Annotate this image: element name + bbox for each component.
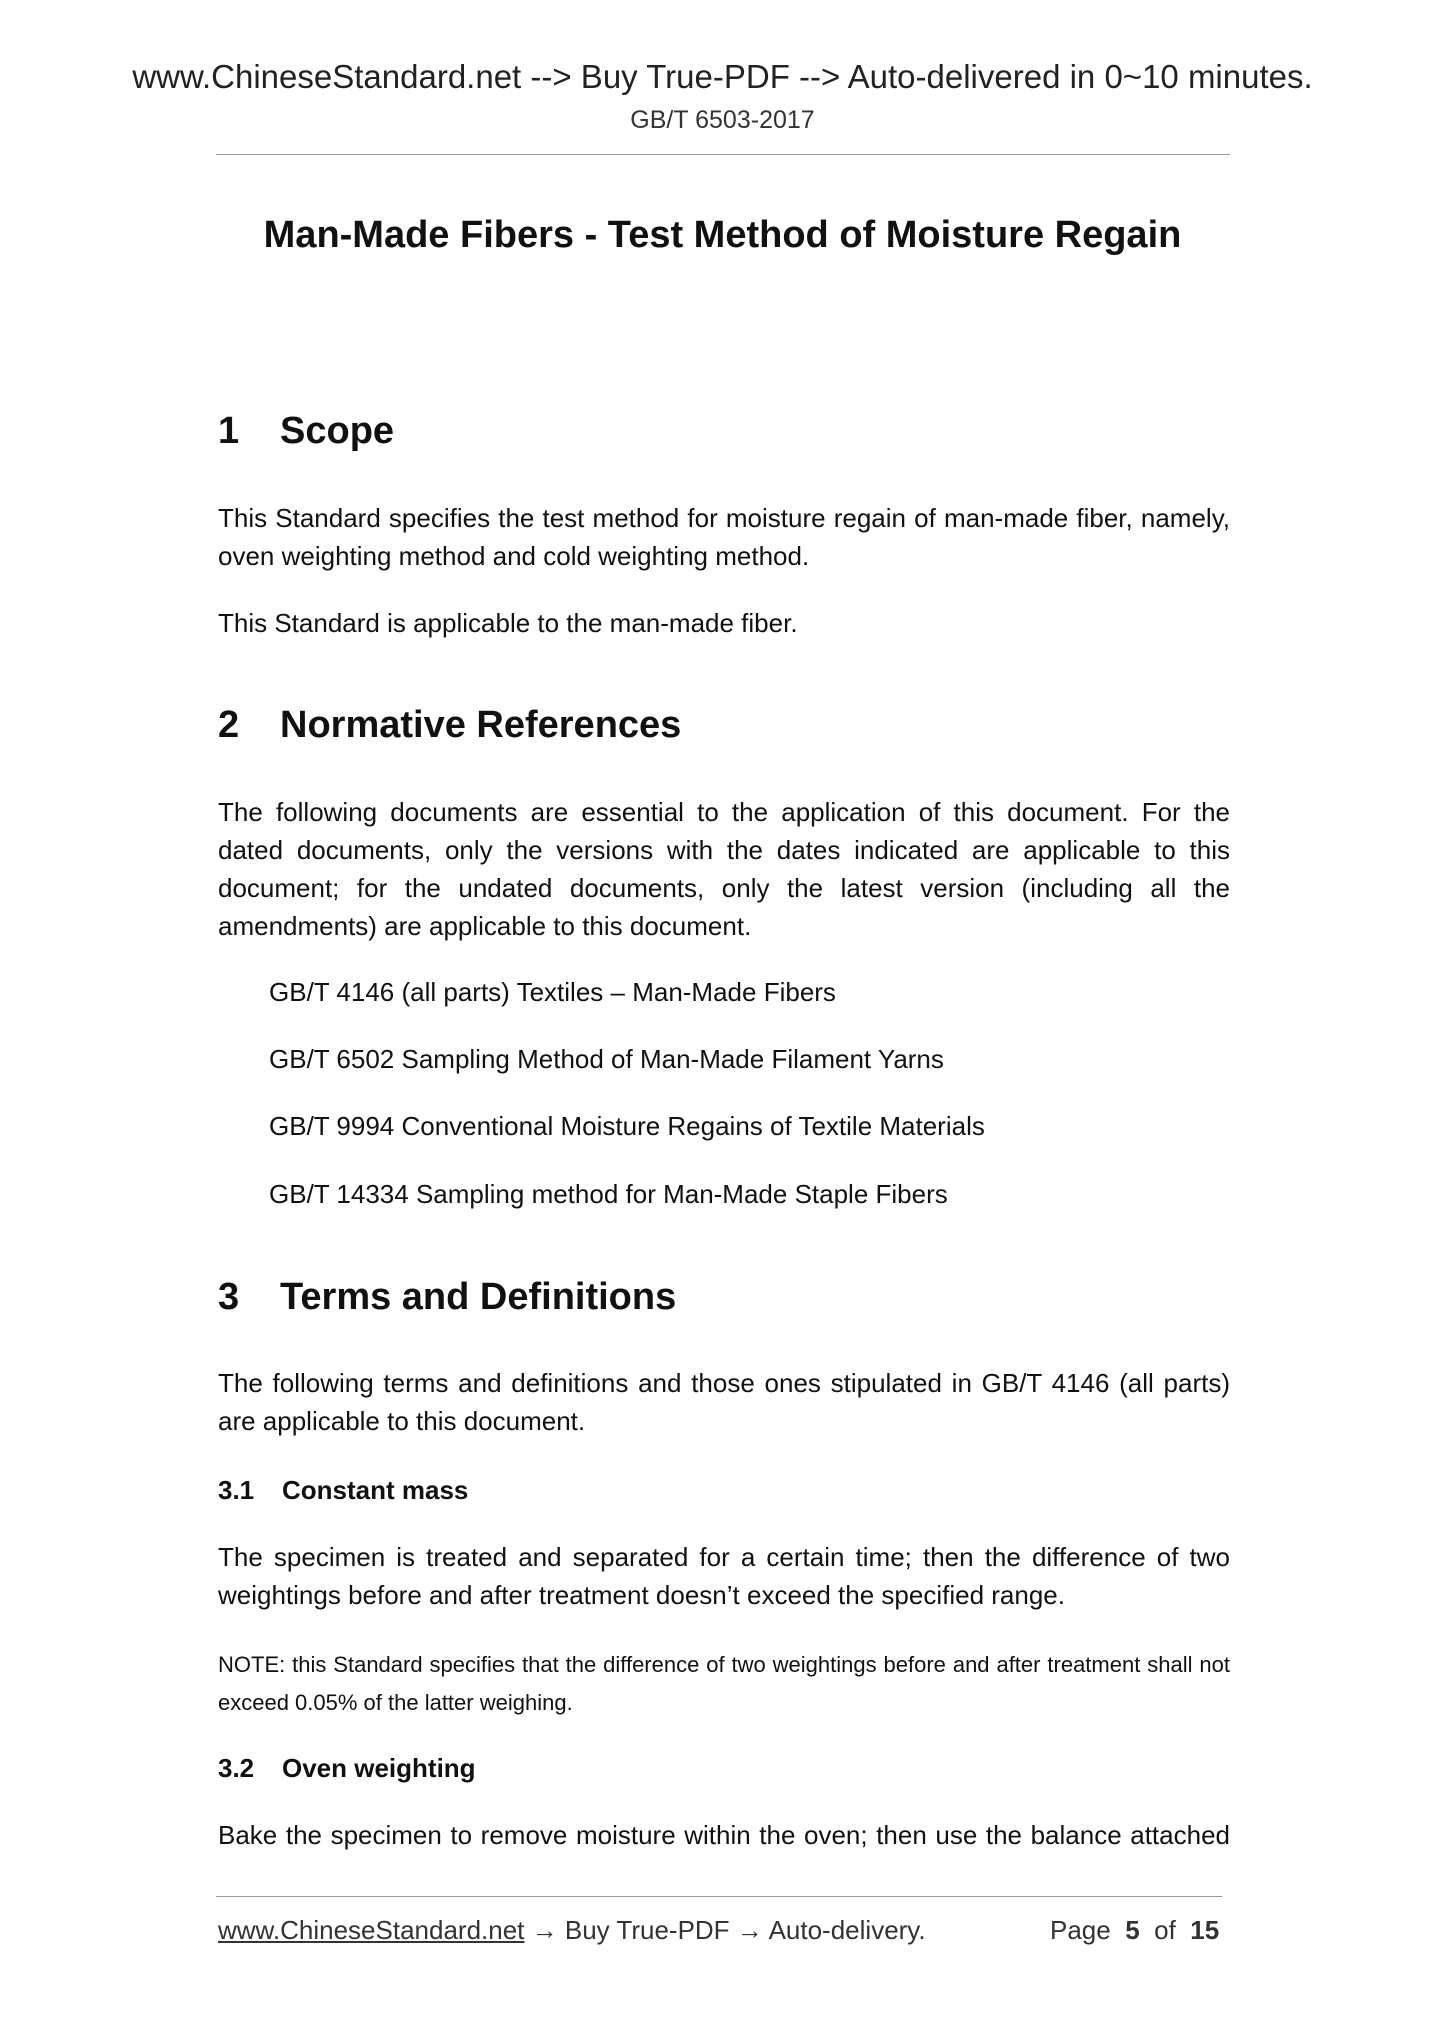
- subsection-heading-constant-mass: [218, 1475, 468, 1506]
- subsection-heading-oven-weighting: [218, 1753, 476, 1784]
- page-number: [1050, 1915, 1219, 1946]
- page-of: of: [1154, 1915, 1176, 1945]
- header-banner: www.ChineseStandard.net --> Buy True-PDF --> Auto-delivered in 0~10 minutes.: [132, 58, 1313, 95]
- section-number: 1: [218, 410, 240, 452]
- reference-item: GB/T 4146 (all parts) Textiles – Man-Made Fibers: [269, 977, 836, 1007]
- subsection-number: 3.1: [218, 1475, 255, 1505]
- paragraph: This Standard specifies the test method for moisture regain of man-made fiber, namely, oven weighting method and cold weighting method.: [218, 503, 1230, 571]
- section-title: Scope: [280, 410, 395, 452]
- document-title: Man-Made Fibers - Test Method of Moisture Regain: [263, 214, 1182, 256]
- section-number: 2: [218, 704, 240, 746]
- paragraph: This Standard is applicable to the man-made fiber.: [218, 608, 798, 638]
- section-heading-scope: [218, 410, 394, 453]
- subsection-number: 3.2: [218, 1753, 255, 1783]
- header-standard-code: GB/T 6503-2017: [630, 106, 815, 134]
- reference-item: GB/T 9994 Conventional Moisture Regains of Textile Materials: [269, 1111, 985, 1141]
- footer-promo: [218, 1915, 926, 1946]
- section-title: Terms and Definitions: [280, 1276, 677, 1318]
- subsection-title: Constant mass: [282, 1475, 469, 1505]
- definition-text: The specimen is treated and separated for a certain time; then the difference of two weightings before and after treatment doesn’t exceed the specified range.: [218, 1542, 1230, 1610]
- reference-item: GB/T 14334 Sampling method for Man-Made Staple Fibers: [269, 1179, 948, 1209]
- section-heading-terms-definitions: [218, 1276, 676, 1319]
- subsection-title: Oven weighting: [282, 1753, 476, 1783]
- section-title: Normative References: [280, 704, 682, 746]
- definition-text: Bake the specimen to remove moisture within the oven; then use the balance attached: [218, 1820, 1230, 1850]
- definition-note: NOTE: this Standard specifies that the difference of two weightings before and after treatment shall not exceed 0.05% of the latter weighing.: [218, 1652, 1230, 1715]
- reference-item: GB/T 6502 Sampling Method of Man-Made Filament Yarns: [269, 1044, 944, 1074]
- footer-site-link[interactable]: www.ChineseStandard.net: [218, 1915, 525, 1945]
- section-heading-normative-references: [218, 704, 681, 747]
- page-current: 5: [1125, 1915, 1140, 1945]
- section-number: 3: [218, 1276, 240, 1318]
- paragraph: The following terms and definitions and those ones stipulated in GB/T 4146 (all parts) are applicable to this document.: [218, 1368, 1230, 1436]
- page-total: 15: [1190, 1915, 1220, 1945]
- paragraph: The following documents are essential to the application of this document. For the dated documents, only the versions with the dates indicated are applicable to this document; for the undated documents, only the latest version (including all the amendments) are applicable to this document.: [218, 797, 1230, 941]
- header-divider: [216, 154, 1230, 155]
- footer-tagline: → Buy True-PDF → Auto-delivery.: [524, 1915, 926, 1945]
- footer-divider: [216, 1896, 1222, 1897]
- page-label: Page: [1050, 1915, 1111, 1945]
